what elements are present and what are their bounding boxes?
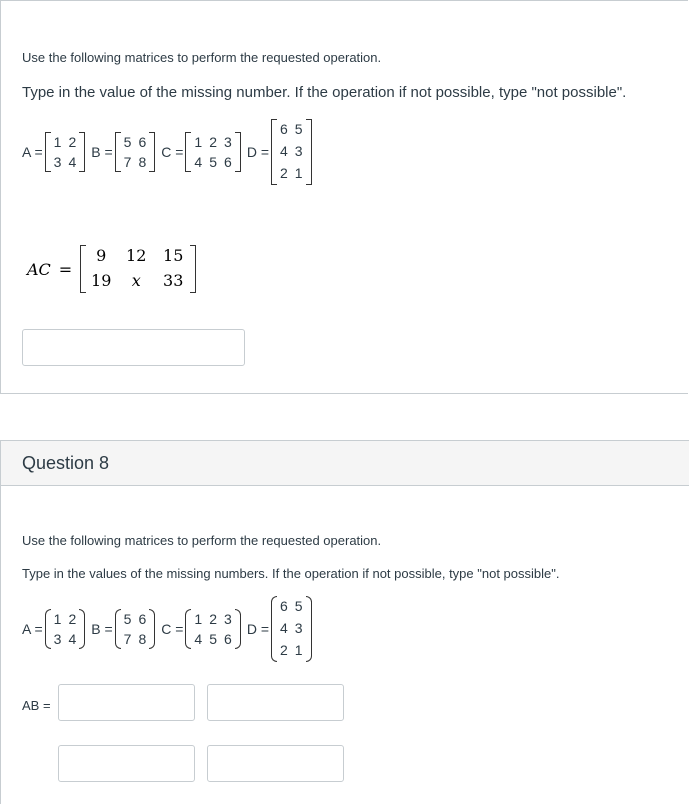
matrix-a-label: A = — [22, 144, 43, 160]
matrix-a: 1 2 3 4 — [45, 609, 86, 649]
q1-matrix-definitions — [22, 117, 318, 187]
q1-prompt: Type in the value of the missing number. If the operation if not possible, type "not possible". — [22, 84, 627, 101]
matrix-c: 1 2 3 4 5 6 — [185, 132, 240, 172]
matrix-b: 5 6 7 8 — [115, 609, 156, 649]
q2-prompt: Type in the values of the missing numbers. If the operation if not possible, type "not possible". — [22, 566, 560, 581]
matrix-d: 6 5 4 3 2 1 — [271, 596, 312, 662]
equals-sign: = — [58, 259, 73, 279]
matrix-b-label: B = — [91, 144, 113, 160]
matrix-d-label: D = — [246, 621, 269, 637]
ab-input-r1c1[interactable] — [58, 684, 195, 721]
question-8-title: Question 8 — [22, 453, 110, 473]
matrix-b: 5 6 7 8 — [115, 132, 156, 172]
matrix-a: 1 2 3 4 — [45, 132, 86, 172]
ab-label: AB = — [22, 698, 51, 713]
question-8-panel — [0, 440, 689, 804]
matrix-b-label: B = — [91, 621, 113, 637]
matrix-c-label: C = — [161, 621, 184, 637]
matrix-c: 1 2 3 4 5 6 — [185, 609, 240, 649]
ac-label: AC — [27, 259, 51, 279]
matrix-a-label: A = — [22, 621, 43, 637]
matrix-d: 6 5 4 3 2 1 — [271, 119, 312, 185]
ab-input-r2c1[interactable] — [58, 745, 195, 782]
question-8-header — [1, 441, 689, 486]
q2-matrix-definitions — [22, 595, 318, 663]
q1-answer-input[interactable] — [22, 329, 245, 366]
matrix-d-label: D = — [246, 144, 269, 160]
matrix-c-label: C = — [161, 144, 184, 160]
question-7-panel — [0, 0, 688, 394]
ab-input-r1c2[interactable] — [207, 684, 344, 721]
q2-instruction: Use the following matrices to perform the requested operation. — [22, 533, 382, 548]
ac-equation — [27, 245, 202, 293]
ac-result-matrix: 9 12 15 19 x 33 — [80, 245, 196, 293]
q1-instruction: Use the following matrices to perform the requested operation. — [22, 50, 382, 65]
ab-input-r2c2[interactable] — [207, 745, 344, 782]
